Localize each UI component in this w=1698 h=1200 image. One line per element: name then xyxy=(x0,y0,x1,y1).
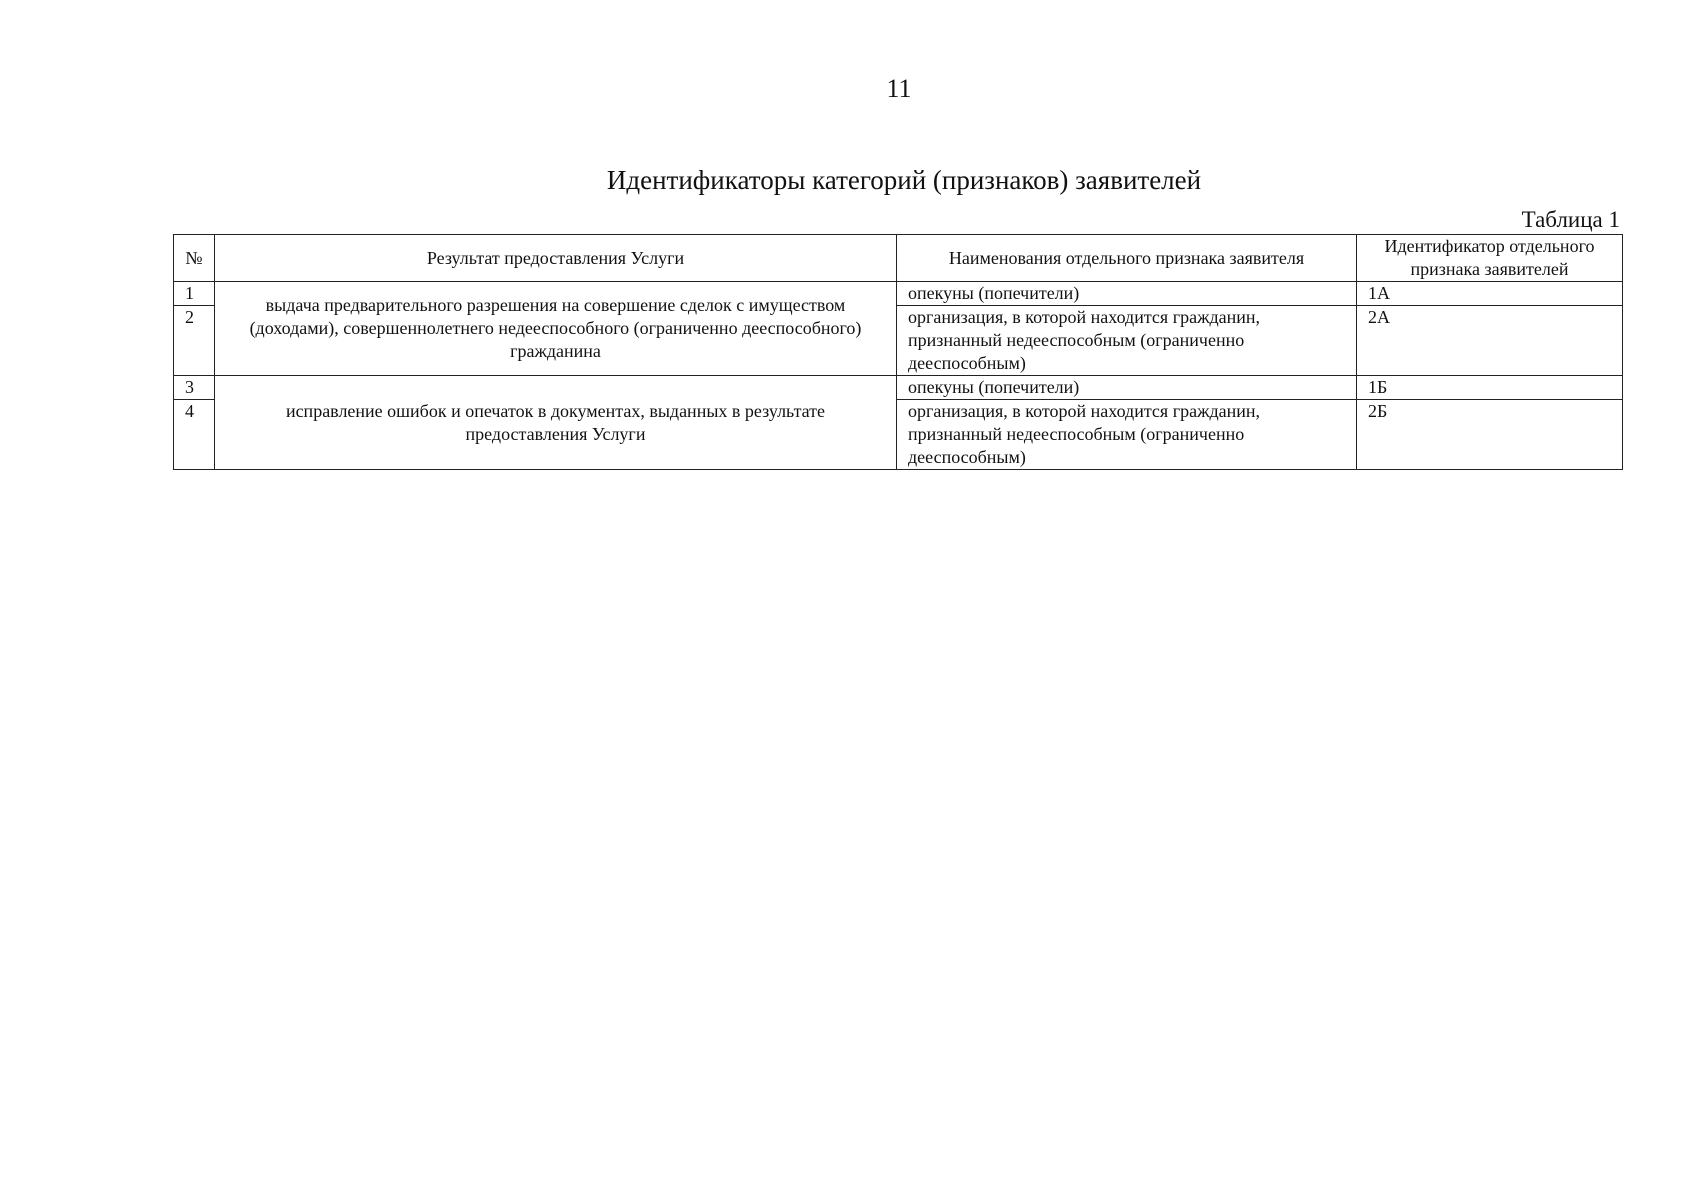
row-number: 1 xyxy=(174,282,215,306)
header-service-result: Результат предоставления Услуги xyxy=(215,235,897,282)
row-number: 4 xyxy=(174,400,215,470)
applicant-sign-cell: организация, в которой находится гражданин, признанный недееспособным (ограниченно дееспособным) xyxy=(897,400,1357,470)
row-number: 2 xyxy=(174,306,215,376)
header-number: № xyxy=(174,235,215,282)
page-number: 11 xyxy=(886,74,912,103)
table-row xyxy=(174,376,1623,400)
table-row xyxy=(174,282,1623,306)
sign-identifier-cell: 2Б xyxy=(1357,400,1623,470)
table-caption: Таблица 1 xyxy=(1521,207,1620,232)
header-applicant-sign: Наименования отдельного признака заявителя xyxy=(897,235,1357,282)
applicant-sign-cell: опекуны (попечители) xyxy=(897,376,1357,400)
applicant-sign-cell: организация, в которой находится гражданин, признанный недееспособным (ограниченно дееспособным) xyxy=(897,306,1357,376)
service-result-cell: исправление ошибок и опечаток в документах, выданных в результате предоставления Услуги xyxy=(215,376,897,470)
table-header-row xyxy=(174,235,1623,282)
applicant-sign-cell: опекуны (попечители) xyxy=(897,282,1357,306)
sign-identifier-cell: 2А xyxy=(1357,306,1623,376)
row-number: 3 xyxy=(174,376,215,400)
document-title: Идентификаторы категорий (признаков) заявителей xyxy=(606,165,1202,195)
sign-identifier-cell: 1Б xyxy=(1357,376,1623,400)
applicant-categories-table xyxy=(173,234,1623,470)
header-sign-identifier: Идентификатор отдельного признака заявителей xyxy=(1357,235,1623,282)
service-result-cell: выдача предварительного разрешения на совершение сделок с имуществом (доходами), совершеннолетнего недееспособного (ограниченно дееспособного) гражданина xyxy=(215,282,897,376)
sign-identifier-cell: 1А xyxy=(1357,282,1623,306)
